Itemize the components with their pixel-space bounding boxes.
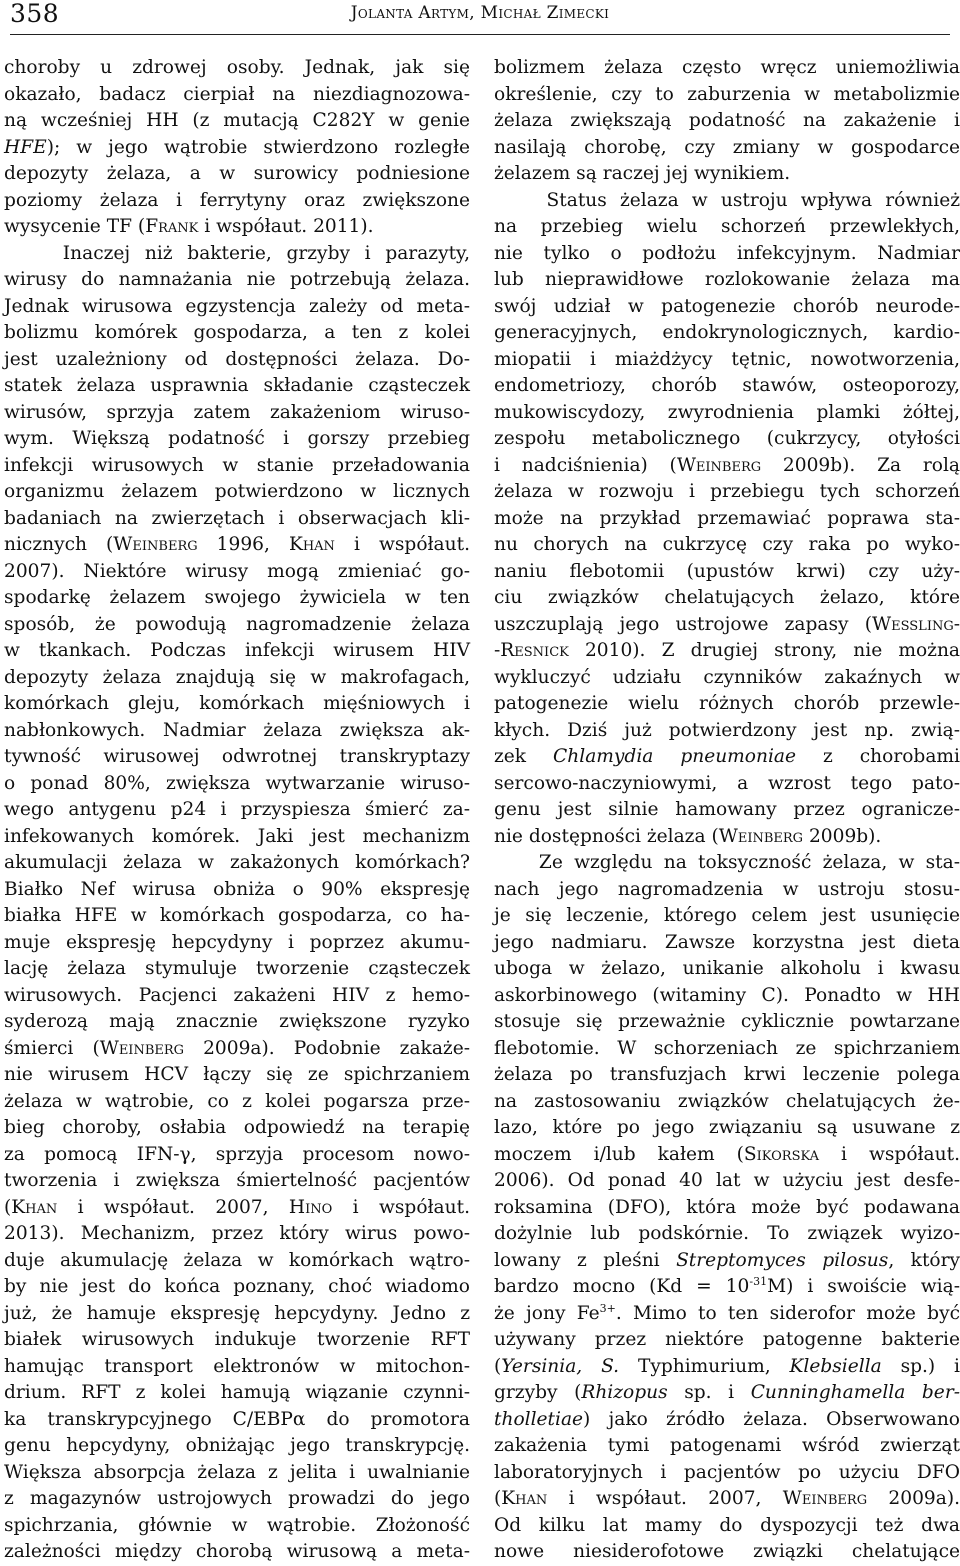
text-line: lub nieprawidłowe rozlokowanie żelaza ma <box>494 269 960 290</box>
text-line: na zastosowaniu związków chelatujących że- <box>494 1090 960 1112</box>
text-line: żelaza w wątrobie, co z kolei pogarsza prze- <box>4 1090 470 1112</box>
text-line: by nie jest do końca poznany, choć wiadomo <box>4 1276 470 1297</box>
text-line: kłych. Dziś już potwierdzony jest np. zwią- <box>494 719 960 741</box>
text-line: Status żelaza w ustroju wpływa również <box>494 189 960 211</box>
text-line: poziomy żelaza i ferrytyny oraz zwiększone <box>4 189 470 211</box>
text-line: genu hepcydyny, obniżając jego transkrypcję. <box>4 1435 470 1456</box>
text-line: HFE); w jego wątrobie stwierdzono rozległe <box>4 136 470 158</box>
text-line: na przebieg wielu schorzeń przewlekłych, <box>494 216 960 237</box>
text-line: Inaczej niż bakterie, grzyby i parazyty, <box>4 242 470 264</box>
text-line: zakażenia tymi patogenami wśród zwierząt <box>494 1435 960 1456</box>
text-line: miopatii i miażdżycy tętnic, nowotworzenia, <box>494 348 960 370</box>
text-line: nasilają chorobę, czy zmiany w gospodarce <box>494 136 960 158</box>
text-line: bolizmu komórek gospodarza, a ten z kolei <box>4 322 470 343</box>
text-line: lazo, które po jego związaniu są usuwane z <box>494 1117 960 1138</box>
text-line: infekcji wirusowych w stanie przeładowania <box>4 454 470 476</box>
text-line: syderozą mają znacznie zwiększone ryzyko <box>4 1011 470 1032</box>
text-line: drium. RFT z kolei hamują wiązanie czynni- <box>4 1382 470 1403</box>
text-line: badaniach na zwierzętach i obserwacjach kli- <box>4 507 470 529</box>
running-head: Jolanta Artym, Michał Zimecki <box>350 3 610 23</box>
text-line: wykluczyć udziału czynników zakaźnych w <box>494 666 960 688</box>
text-line: Ze względu na toksyczność żelaza, w sta- <box>494 852 960 873</box>
text-line: bieg choroby, osłabia odpowiedź na terapię <box>4 1117 470 1138</box>
text-line: 2007). Niektóre wirusy mogą zmieniać go- <box>4 560 470 582</box>
text-line: nowe niesiderofotowe związki chelatujące <box>494 1541 960 1562</box>
text-line: określenie, czy to zaburzenia w metabolizmie <box>494 83 960 105</box>
text-line: laboratoryjnych i pacjentów po użyciu DFO <box>494 1461 960 1483</box>
text-line: o ponad 80%, zwiększa wytwarzanie wiruso- <box>4 772 470 794</box>
text-line: wym. Większą podatność i gorszy przebieg <box>4 428 470 449</box>
text-line: depozyty żelaza, a w surowicy podniesione <box>4 163 470 184</box>
text-line: nicznych (Weinberg 1996, Khan i współaut. <box>4 534 470 555</box>
text-line: sposób, że powodują nagromadzenie żelaza <box>4 613 470 635</box>
page-header <box>10 0 950 35</box>
text-line: nie wirusem HCV łączy się ze spichrzaniem <box>4 1064 470 1085</box>
text-line: -Resnick 2010). Z drugiej strony, nie można <box>494 640 960 661</box>
text-line: roksamina (DFO), która może być podawana <box>494 1196 960 1218</box>
text-line: nie tylko o podłożu infekcyjnym. Nadmiar <box>494 242 960 264</box>
text-line: (Khan i współaut. 2007, Hino i współaut. <box>4 1196 470 1218</box>
text-line: swój udział w patogenezie chorób neurode- <box>494 295 960 317</box>
text-line: tworzenia i zwiększa śmiertelność pacjentów <box>4 1170 470 1191</box>
text-line: sercowo-naczyniowymi, a wzrost tego pato- <box>494 772 960 794</box>
text-line: żelaza zwiększają podatność na zakażenie i <box>494 110 960 131</box>
text-line: nabłonkowych. Nadmiar żelaza zwiększa ak- <box>4 719 470 741</box>
text-line: nu chorych na cukrzycę czy raka po wyko- <box>494 534 960 555</box>
text-line: w tkankach. Podczas infekcji wirusem HIV <box>4 640 470 661</box>
text-line: okazało, badacz cierpiał na niezdiagnozowa- <box>4 83 470 105</box>
text-line: wirusowych. Pacjenci zakażeni HIV z hemo- <box>4 984 470 1006</box>
text-line: generacyjnych, endokrynologicznych, kardio- <box>494 322 960 343</box>
text-line: z magazynów ustrojowych prowadzi do jego <box>4 1488 470 1509</box>
text-line: żelazem są raczej jej wynikiem. <box>494 163 791 184</box>
text-line: śmierci (Weinberg 2009a). Podobnie zakaże- <box>4 1037 470 1059</box>
text-line: lację żelaza stymuluje tworzenie cząsteczek <box>4 958 470 979</box>
text-line: bardzo mocno $(Kd = 10^{-31}M)$ i swoiście wią- <box>494 1275 960 1297</box>
text-line: bolizmem żelaza często wręcz uniemożliwia <box>494 57 960 78</box>
text-line: organizmu żelazem potwierdzono w licznych <box>4 481 470 502</box>
text-line: naniu flebotomii (upustów krwi) czy uży- <box>494 560 960 582</box>
text-line: genu jest silnie hamowany przez ogranicze- <box>494 799 960 820</box>
text-line: depozyty żelaza znajdują się w makrofagach, <box>4 666 470 688</box>
text-line: spichrzania, głównie w wątrobie. Złożoność <box>4 1514 470 1536</box>
text-line: może na przykład przemawiać poprawa sta- <box>494 507 960 529</box>
text-line: używany przez niektóre patogenne bakterie <box>494 1329 960 1350</box>
text-line: lowany z pleśni Streptomyces pilosus, który <box>494 1249 960 1271</box>
text-line: zek Chlamydia pneumoniae z chorobami <box>494 746 960 767</box>
text-line: dożylnie lub podskórnie. To związek wyizo- <box>494 1223 960 1244</box>
text-line: hamując transport elektronów w mitochon- <box>4 1355 470 1377</box>
text-line: wego antygenu p24 i przyspiesza śmierć za- <box>4 799 470 820</box>
text-line: Białko Nef wirusa obniża o 90% ekspresję <box>4 878 470 900</box>
page-number: 358 <box>10 0 60 28</box>
text-line: tywność wirusowej odwrotnej transkryptazy <box>4 746 470 767</box>
text-line: flebotomie. W schorzeniach ze spichrzaniem <box>494 1037 960 1059</box>
text-line: już, że hamuje ekspresję hepcydyny. Jedno z <box>4 1302 470 1324</box>
text-line: stosuje się przeważnie cyklicznie powtarzane <box>494 1011 960 1032</box>
text-line: (Yersinia, S. Typhimurium, Klebsiella sp.) i <box>494 1355 960 1377</box>
text-line: że jony $Fe^{3+}$. Mimo to ten siderofor może być <box>494 1301 960 1324</box>
left-column <box>4 55 470 1566</box>
text-line: białka HFE w komórkach gospodarza, co ha- <box>4 905 470 926</box>
text-line: askorbinowego (witaminy C). Ponadto w HH <box>494 984 960 1006</box>
text-line: nach jego nagromadzenia w ustroju stosu- <box>494 878 960 900</box>
text-line: i nadciśnienia) (Weinberg 2009b). Za rolą <box>494 454 960 476</box>
text-line: moczem i/lub kałem (Sikorska i współaut. <box>494 1143 960 1165</box>
text-line: wysycenie TF (Frank i współaut. 2011). <box>4 216 374 237</box>
text-line: komórkach gleju, komórkach mięśniowych i <box>4 693 470 714</box>
text-line: Większa absorpcja żelaza z jelita i uwalnianie <box>4 1461 470 1483</box>
text-line: ka transkrypcyjnego C/EBPα do promotora <box>4 1408 470 1430</box>
text-line: za pomocą IFN-γ, sprzyja procesom nowo- <box>4 1143 470 1165</box>
text-line: jest uzależniony od dostępności żelaza. Do- <box>4 348 470 370</box>
text-line: wirusy do namnażania nie potrzebują żelaza. <box>4 269 470 290</box>
text-line: choroby u zdrowej osoby. Jednak, jak się <box>4 57 470 78</box>
right-column <box>494 55 960 1566</box>
text-line: 2013). Mechanizm, przez który wirus powo- <box>4 1223 470 1244</box>
text-line: spodarkę żelazem swojego żywiciela w ten <box>4 587 470 608</box>
text-line: 2006). Od ponad 40 lat w użyciu jest desfe- <box>494 1170 960 1191</box>
text-line: jego nadmiaru. Zawsze korzystna jest dieta <box>494 931 960 953</box>
text-line: żelaza w rozwoju i przebiegu tych schorzeń <box>494 481 960 502</box>
text-line: infekowanych komórek. Jaki jest mechanizm <box>4 825 470 847</box>
text-line: Jednak wirusowa egzystencja zależy od meta- <box>4 295 470 317</box>
text-line: uboga w żelazo, unikanie alkoholu i kwasu <box>494 958 960 979</box>
text-line: zależności między chorobą wirusową a meta- <box>4 1541 470 1562</box>
text-line: zespołu metabolicznego (cukrzycy, otyłości <box>494 428 960 449</box>
text-line: nie dostępności żelaza (Weinberg 2009b). <box>494 825 882 847</box>
text-line: grzyby (Rhizopus sp. i Cunninghamella ber- <box>494 1382 960 1403</box>
text-line: ną wcześniej HH (z mutacją C282Y w genie <box>4 110 470 131</box>
text-line: ciu związków chelatujących żelazo, które <box>494 587 960 608</box>
text-line: je się leczenie, którego celem jest usunięcie <box>494 905 960 926</box>
text-line: tholletiae) jako źródło żelaza. Obserwowano <box>494 1408 960 1430</box>
text-line: żelaza po transfuzjach krwi leczenie polega <box>494 1064 960 1085</box>
text-line: muje ekspresję hepcydyny i poprzez akumu- <box>4 931 470 953</box>
text-line: akumulacji żelaza w zakażonych komórkach? <box>4 852 470 873</box>
text-line: mukowiscydozy, zwyrodnienia plamki żółtej, <box>494 401 960 423</box>
text-line: patogenezie wielu różnych chorób przewle- <box>494 693 960 714</box>
text-line: uszczuplają jego ustrojowe zapasy (Wessling- <box>494 613 960 635</box>
text-line: duje akumulację żelaza w komórkach wątro- <box>4 1249 470 1271</box>
text-line: Od kilku lat mamy do dyspozycji też dwa <box>494 1514 960 1536</box>
text-line: wirusów, sprzyja zatem zakażeniom wiruso- <box>4 401 470 423</box>
text-line: statek żelaza usprawnia składanie cząsteczek <box>4 375 470 396</box>
text-line: białek wirusowych indukuje tworzenie RFT <box>4 1329 470 1350</box>
text-line: (Khan i współaut. 2007, Weinberg 2009a). <box>494 1488 960 1509</box>
text-line: endometriozy, chorób stawów, osteoporozy, <box>494 375 960 396</box>
